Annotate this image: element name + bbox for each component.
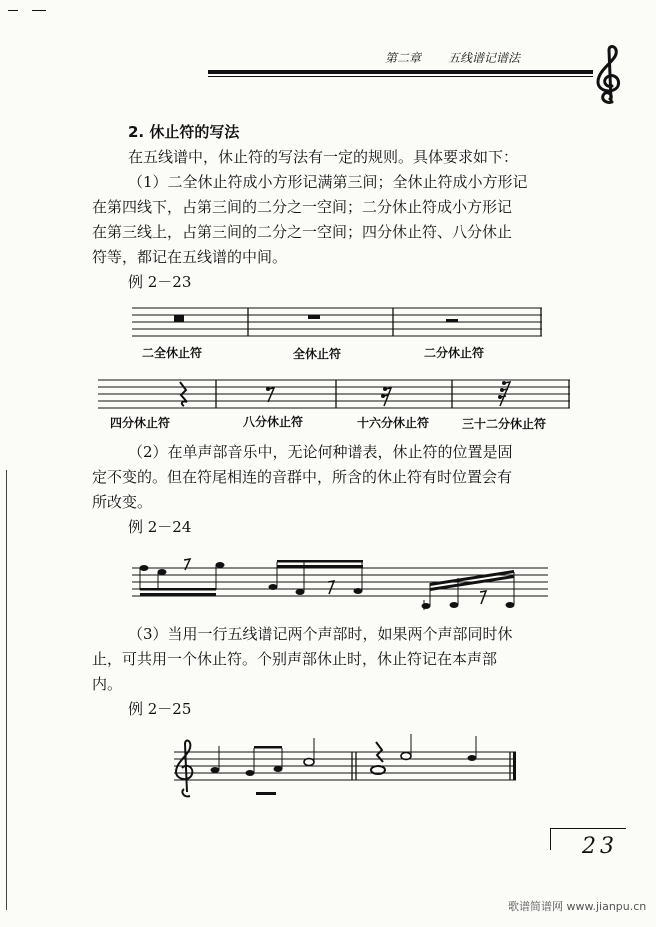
double-whole-rest <box>174 315 184 322</box>
treble-clef-icon <box>176 741 192 797</box>
example-label: 例 2－23 <box>128 273 192 291</box>
rest-label: 十六分休止符 <box>357 416 430 430</box>
intro-text: 在五线谱中，休止符的写法有一定的规则。具体要求如下： <box>128 148 519 166</box>
page-number-frame-left <box>550 828 551 850</box>
example-label: 例 2－24 <box>128 518 192 536</box>
beamed-group-3 <box>422 570 515 610</box>
rule1-line: （1）二全休止符成小方形记满第三间；全休止符成小方形记 <box>128 173 528 191</box>
rule3-line: （3）当用一行五线谱记两个声部时，如果两个声部同时休 <box>128 625 513 643</box>
rest-label: 二全休止符 <box>142 346 203 360</box>
treble-clef-icon <box>588 44 632 106</box>
header-title: 五线谱记谱法 <box>448 51 521 65</box>
example-2-23-row1-staff <box>128 300 548 344</box>
rest-label: 四分休止符 <box>110 416 171 430</box>
whole-rest <box>308 315 320 319</box>
section-heading: 2. 休止符的写法 <box>128 123 240 141</box>
page-number: 23 <box>582 834 618 859</box>
rule2-line: 所改变。 <box>92 493 153 511</box>
header-chapter: 第二章 <box>385 51 422 65</box>
rest-label: 八分休止符 <box>243 415 304 429</box>
rest-label: 三十二分休止符 <box>462 417 547 431</box>
sixteenth-rest <box>381 387 391 406</box>
rule1-line: 在第四线下，占第三间的二分之一空间；二分休止符成小方形记 <box>92 198 513 216</box>
rule1-line: 符等，都记在五线谱的中间。 <box>92 248 288 266</box>
rest-label: 全休止符 <box>293 347 342 361</box>
rule2-line: 定不变的。但在符尾相连的音群中，所含的休止符有时位置会有 <box>92 468 513 486</box>
rule3-line: 止，可共用一个休止符。个别声部休止时，休止符记在本声部 <box>92 650 498 668</box>
half-rest <box>446 319 458 322</box>
example-2-25-staff <box>170 732 520 802</box>
rule1-line: 在第三线上，占第三间的二分之一空间；四分休止符、八分休止 <box>92 223 513 241</box>
header-rule-thick <box>208 70 593 74</box>
corner-mark <box>8 10 18 11</box>
header-rule-thin <box>208 76 593 77</box>
example-2-24-staff <box>128 548 552 618</box>
beamed-group-1 <box>140 559 225 596</box>
rest-label: 二分休止符 <box>424 346 485 360</box>
watermark: 歌谱简谱网 www.jianpu.cn <box>508 900 647 913</box>
example-label: 例 2－25 <box>128 700 192 718</box>
beamed-group-2 <box>269 560 364 595</box>
margin-line <box>6 470 7 910</box>
corner-mark <box>32 10 46 11</box>
rule3-line: 内。 <box>92 675 123 693</box>
rule2-line: （2）在单声部音乐中，无论何种谱表，休止符的位置是固 <box>128 443 513 461</box>
page-number-frame-top <box>550 828 626 829</box>
example-2-23-row2-staff <box>94 374 574 414</box>
